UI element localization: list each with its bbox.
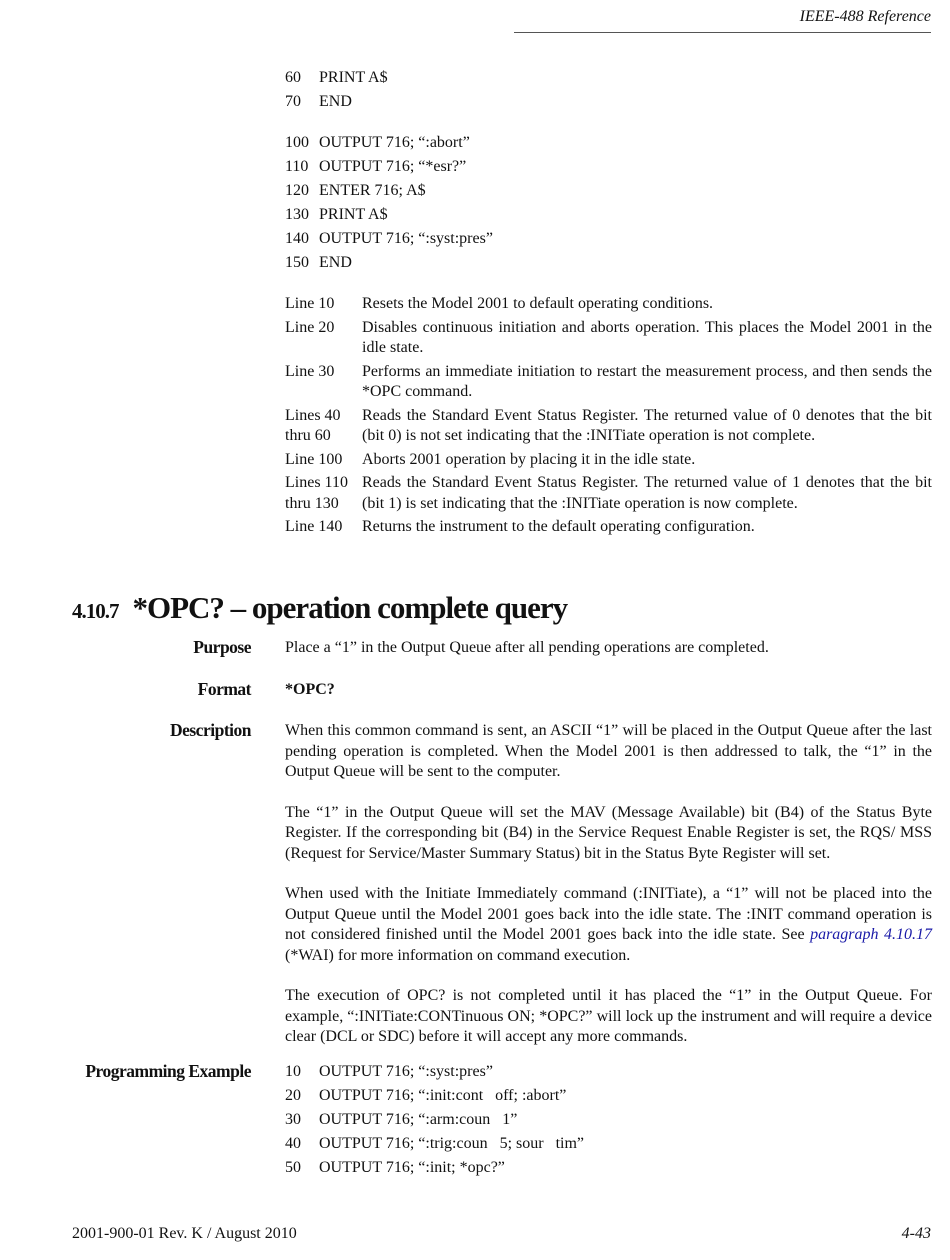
description-paragraph: The execution of OPC? is not completed until it has placed the “1” in the Output Queue. For example, “:INITiate:CONTinuous ON; *OPC?” will lock up the instrument and will require a device clear (DCL or SDC) before it will accept any more commands. [285, 987, 932, 1045]
line-number: 30 [285, 1111, 301, 1128]
running-header [514, 6, 931, 33]
code-line [285, 1156, 584, 1180]
line-number: 70 [285, 93, 301, 110]
code-text: OUTPUT 716; “:syst:pres” [319, 230, 493, 247]
note-label: Line 20 [285, 318, 335, 336]
line-number: 50 [285, 1159, 301, 1176]
note-text: Reads the Standard Event Status Register. The returned value of 1 denotes that the bit (bit 1) is set indicating that the :INITiate operation is now complete. [362, 474, 932, 512]
programming-example-label: Programming Example [85, 1061, 251, 1081]
note-label: Line 140 [285, 518, 343, 535]
note-text: Reads the Standard Event Status Register. The returned value of 0 denotes that the bit (bit 0) is not set indicating that the :INITiate operation is not complete. [362, 406, 932, 444]
line-number: 120 [285, 182, 309, 199]
line-note [285, 473, 932, 514]
note-text: Resets the Model 2001 to default operating conditions. [362, 295, 714, 312]
code-text: OUTPUT 716; “:abort” [319, 134, 470, 151]
line-number: 20 [285, 1087, 301, 1104]
code-text: END [319, 254, 352, 271]
line-note [285, 517, 932, 538]
note-label: Line 10 [285, 295, 335, 312]
section-title: *OPC? – operation complete query [132, 590, 568, 625]
code-text: OUTPUT 716; “:init:cont off; :abort” [319, 1087, 567, 1104]
code-text: OUTPUT 716; “:syst:pres” [319, 1063, 493, 1080]
code-line [285, 1132, 584, 1156]
code-line [285, 90, 388, 114]
code-line [285, 203, 493, 227]
note-text: Returns the instrument to the default operating configuration. [362, 518, 755, 535]
note-text: Performs an immediate initiation to restart the measurement process, and then sends the *OPC command. [362, 362, 932, 400]
line-number: 60 [285, 69, 301, 86]
purpose-text: Place a “1” in the Output Queue after all pending operations are completed. [285, 639, 769, 656]
code-text: ENTER 716; A$ [319, 182, 426, 199]
code-text: OUTPUT 716; “*esr?” [319, 158, 467, 175]
code-line [285, 227, 493, 251]
line-note [285, 406, 932, 447]
line-notes [285, 294, 932, 541]
code-line [285, 1084, 584, 1108]
paragraph-text: When used with the Initiate Immediately command (:INITiate), a “1” will not be placed into the Output Queue until the Model 2001 goes back into the idle state. The :INIT command operation is not considered finished until the Model 2001 goes back into the idle state. See [285, 885, 932, 943]
line-number: 150 [285, 254, 309, 271]
code-line [285, 251, 493, 275]
format-text: *OPC? [285, 681, 335, 698]
note-text: Disables continuous initiation and aborts operation. This places the Model 2001 in the idle state. [362, 318, 932, 356]
footer-page-number: 4-43 [901, 1225, 931, 1242]
code-line [285, 155, 493, 179]
footer-document-id: 2001-900-01 Rev. K / August 2010 [72, 1225, 297, 1242]
code-listing-second [285, 131, 493, 275]
line-note [285, 294, 932, 315]
description-paragraph [285, 884, 932, 966]
note-label: Line 100 [285, 450, 343, 468]
code-text: OUTPUT 716; “:arm:coun 1” [319, 1111, 518, 1128]
header-title: IEEE-488 Reference [799, 8, 931, 25]
code-text: PRINT A$ [319, 69, 388, 86]
description-body [285, 721, 932, 1068]
paragraph-link[interactable]: paragraph 4.10.17 [810, 926, 932, 943]
line-note [285, 362, 932, 403]
code-line [285, 1060, 584, 1084]
line-number: 40 [285, 1135, 301, 1152]
note-label: Lines 110 thru 130 [285, 474, 348, 512]
code-line [285, 131, 493, 155]
section-heading [72, 590, 567, 626]
code-text: OUTPUT 716; “:trig:coun 5; sour tim” [319, 1135, 585, 1152]
code-line [285, 66, 388, 90]
code-text: PRINT A$ [319, 206, 388, 223]
line-number: 110 [285, 158, 309, 175]
line-note [285, 450, 932, 471]
programming-example-code [285, 1060, 584, 1180]
purpose-label: Purpose [193, 637, 251, 657]
line-note [285, 318, 932, 359]
format-label: Format [197, 679, 251, 699]
note-label: Lines 40 thru 60 [285, 406, 341, 444]
note-text: Aborts 2001 operation by placing it in the idle state. [362, 450, 696, 468]
note-label: Line 30 [285, 362, 335, 380]
line-number: 100 [285, 134, 309, 151]
code-line [285, 179, 493, 203]
description-paragraph: The “1” in the Output Queue will set the MAV (Message Available) bit (B4) of the Status Byte Register. If the corresponding bit (B4) in the Service Request Enable Register is set, the RQS/ MSS (Request for Service/Master Summary Status) bit in the Status Byte Register will set. [285, 803, 932, 862]
line-number: 10 [285, 1063, 301, 1080]
code-listing-top [285, 66, 388, 114]
description-paragraph: When this common command is sent, an ASCII “1” will be placed in the Output Queue after the last pending operation is completed. When the Model 2001 is then addressed to talk, the “1” in the Output Queue will be sent to the computer. [285, 722, 932, 780]
code-text: OUTPUT 716; “:init; *opc?” [319, 1159, 505, 1176]
code-line [285, 1108, 584, 1132]
code-text: END [319, 93, 352, 110]
paragraph-text: (*WAI) for more information on command execution. [285, 946, 631, 964]
description-label: Description [169, 720, 251, 740]
section-number: 4.10.7 [72, 599, 119, 623]
line-number: 130 [285, 206, 309, 223]
line-number: 140 [285, 230, 309, 247]
